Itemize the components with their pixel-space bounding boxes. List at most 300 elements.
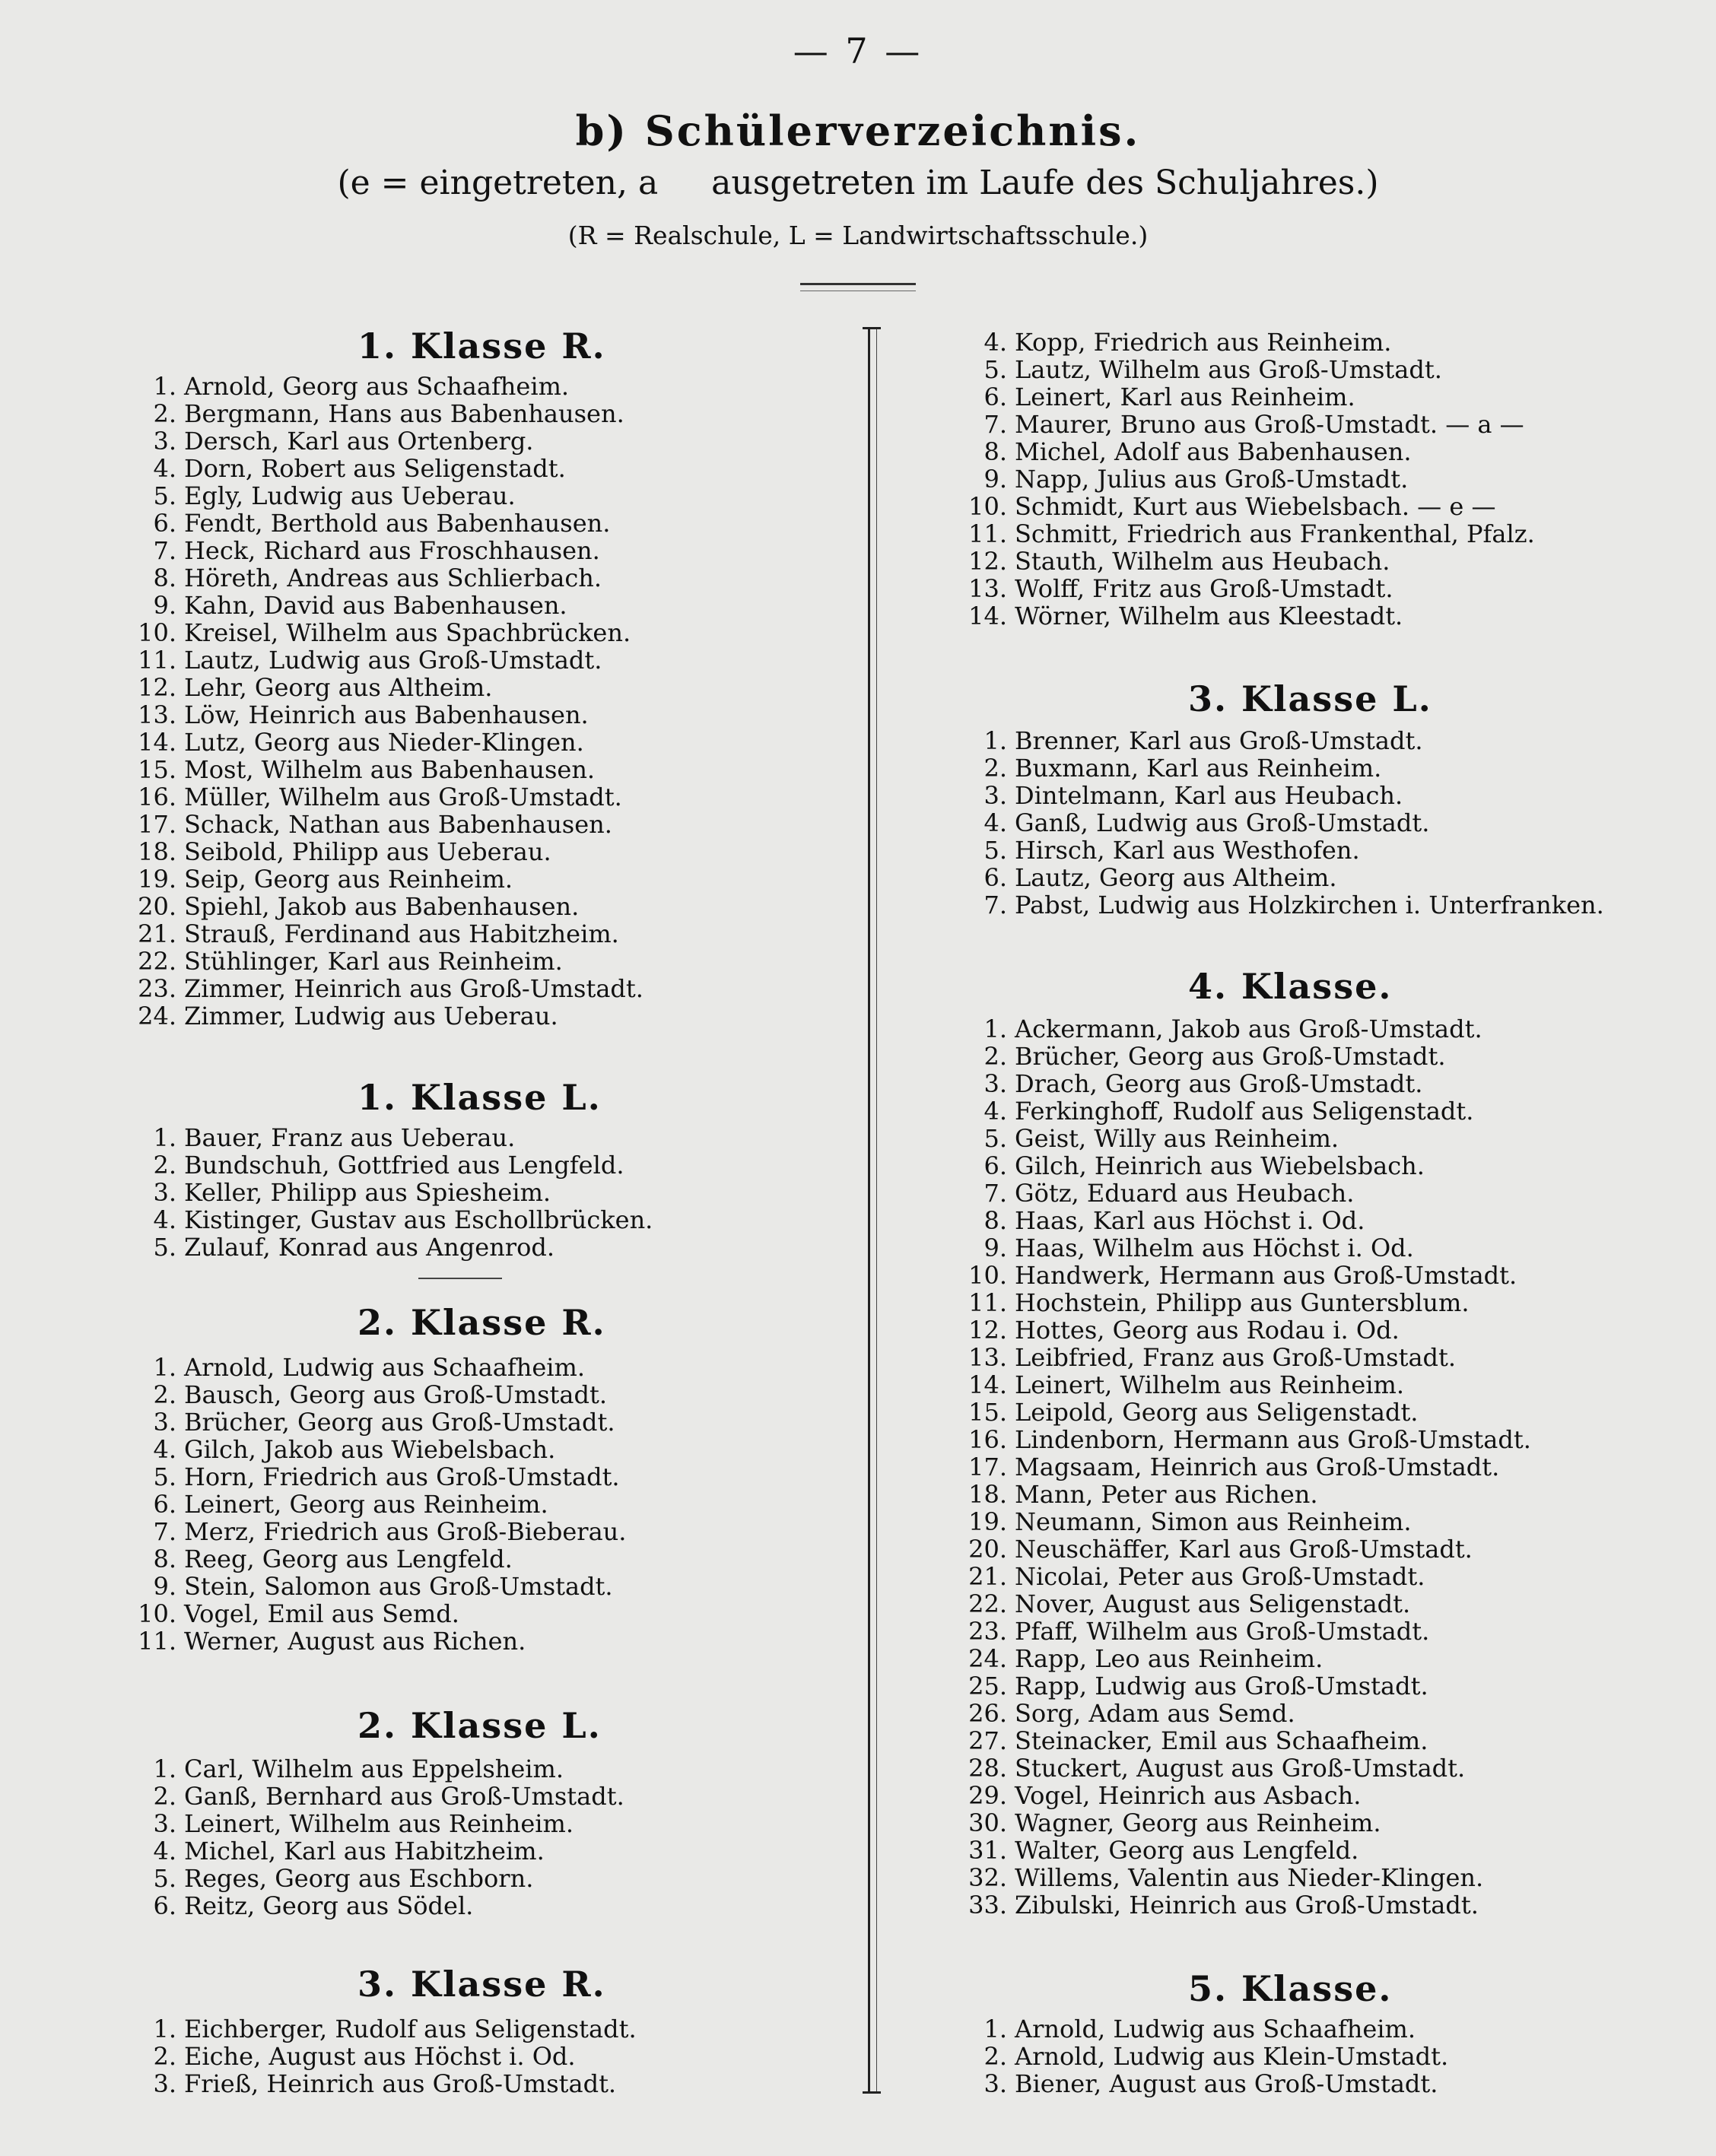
student-name: Wolff, Fritz aus Groß-Umstadt. bbox=[1015, 574, 1393, 603]
student-name: Carl, Wilhelm aus Eppelsheim. bbox=[184, 1754, 564, 1783]
student-name: Hottes, Georg aus Rodau i. Od. bbox=[1015, 1316, 1400, 1345]
student-number: 29. bbox=[968, 1781, 1007, 1810]
student-number: 4. bbox=[153, 1435, 176, 1464]
student-number: 10. bbox=[138, 618, 176, 647]
student-number: 3. bbox=[153, 1408, 176, 1437]
student-number: 15. bbox=[138, 755, 176, 784]
student-number: 3. bbox=[153, 427, 176, 456]
student-number: 4. bbox=[984, 808, 1007, 837]
student-entry bbox=[129, 1124, 653, 1151]
student-entry bbox=[129, 2015, 637, 2043]
student-name: Seibold, Philipp aus Ueberau. bbox=[184, 837, 551, 866]
student-name: Brücher, Georg aus Groß-Umstadt. bbox=[184, 1408, 615, 1437]
student-name: Bundschuh, Gottfried aus Lengfeld. bbox=[184, 1151, 624, 1180]
student-entry bbox=[960, 1207, 1531, 1234]
student-entry bbox=[129, 2043, 637, 2070]
student-number: 17. bbox=[138, 810, 176, 839]
student-name: Haas, Wilhelm aus Höchst i. Od. bbox=[1015, 1234, 1414, 1262]
student-name: Merz, Friedrich aus Groß-Bieberau. bbox=[184, 1517, 627, 1546]
student-name: Vogel, Heinrich aus Asbach. bbox=[1015, 1781, 1362, 1810]
student-number: 5. bbox=[153, 481, 176, 510]
student-entry bbox=[129, 1151, 653, 1179]
student-number: 2. bbox=[153, 399, 176, 428]
student-number: 10. bbox=[138, 1599, 176, 1628]
student-number: 6. bbox=[984, 863, 1007, 892]
student-name: Eichberger, Rudolf aus Seligenstadt. bbox=[184, 2015, 637, 2043]
student-entry bbox=[129, 1810, 624, 1837]
student-number: 14. bbox=[968, 1370, 1007, 1399]
column-divider-cap-bottom bbox=[863, 2085, 881, 2094]
student-number: 24. bbox=[968, 1644, 1007, 1673]
student-number: 6. bbox=[984, 1151, 1007, 1180]
student-name: Heck, Richard aus Froschhausen. bbox=[184, 536, 600, 565]
student-entry bbox=[129, 1837, 624, 1865]
student-name: Neumann, Simon aus Reinheim. bbox=[1015, 1507, 1412, 1536]
student-number: 24. bbox=[138, 1002, 176, 1030]
student-entry bbox=[960, 575, 1535, 602]
student-name: Zibulski, Heinrich aus Groß-Umstadt. bbox=[1015, 1891, 1479, 1919]
student-name: Magsaam, Heinrich aus Groß-Umstadt. bbox=[1015, 1453, 1500, 1481]
student-entry bbox=[960, 1344, 1531, 1371]
student-entry bbox=[960, 1262, 1531, 1289]
student-number: 19. bbox=[968, 1507, 1007, 1536]
student-list-2l bbox=[129, 1755, 624, 1919]
student-name: Horn, Friedrich aus Groß-Umstadt. bbox=[184, 1462, 620, 1491]
student-entry bbox=[960, 1590, 1531, 1618]
student-entry bbox=[960, 1672, 1531, 1700]
student-name: Stuckert, August aus Groß-Umstadt. bbox=[1015, 1754, 1466, 1783]
student-entry bbox=[960, 727, 1604, 754]
student-number: 6. bbox=[153, 509, 176, 538]
student-entry bbox=[129, 1573, 626, 1600]
student-name: Zimmer, Heinrich aus Groß-Umstadt. bbox=[184, 974, 644, 1003]
student-name: Arnold, Georg aus Schaafheim. bbox=[184, 372, 570, 401]
student-number: 2. bbox=[984, 754, 1007, 783]
student-name: Gilch, Jakob aus Wiebelsbach. bbox=[184, 1435, 556, 1464]
student-number: 1. bbox=[153, 2015, 176, 2043]
student-name: Nicolai, Peter aus Groß-Umstadt. bbox=[1015, 1562, 1425, 1591]
student-entry bbox=[960, 1727, 1531, 1754]
student-name: Seip, Georg aus Reinheim. bbox=[184, 865, 513, 894]
student-number: 4. bbox=[153, 1205, 176, 1234]
student-entry bbox=[129, 1179, 653, 1206]
student-number: 10. bbox=[968, 1261, 1007, 1290]
student-name: Haas, Karl aus Höchst i. Od. bbox=[1015, 1206, 1365, 1235]
student-number: 12. bbox=[968, 547, 1007, 576]
student-name: Hochstein, Philipp aus Guntersblum. bbox=[1015, 1288, 1470, 1317]
student-name: Neuschäffer, Karl aus Groß-Umstadt. bbox=[1015, 1535, 1473, 1564]
student-name: Leinert, Karl aus Reinheim. bbox=[1015, 383, 1355, 411]
student-entry bbox=[129, 811, 644, 838]
student-name: Müller, Wilhelm aus Groß-Umstadt. bbox=[184, 783, 622, 811]
student-number: 4. bbox=[984, 328, 1007, 357]
student-number: 32. bbox=[968, 1863, 1007, 1892]
student-name: Lautz, Georg aus Altheim. bbox=[1015, 863, 1337, 892]
student-number: 15. bbox=[968, 1398, 1007, 1427]
student-number: 12. bbox=[968, 1316, 1007, 1345]
student-number: 1. bbox=[984, 726, 1007, 755]
student-list-5 bbox=[960, 2015, 1448, 2097]
student-entry bbox=[960, 864, 1604, 891]
student-number: 1. bbox=[984, 2015, 1007, 2043]
student-name: Frieß, Heinrich aus Groß-Umstadt. bbox=[184, 2069, 617, 2098]
student-name: Maurer, Bruno aus Groß-Umstadt. — a — bbox=[1015, 410, 1524, 439]
student-name: Schmidt, Kurt aus Wiebelsbach. — e — bbox=[1015, 492, 1496, 521]
student-entry bbox=[960, 1015, 1531, 1043]
student-entry bbox=[960, 1125, 1531, 1152]
student-number: 9. bbox=[984, 1234, 1007, 1262]
student-entry bbox=[960, 1891, 1531, 1919]
student-entry bbox=[960, 548, 1535, 575]
student-entry bbox=[129, 1892, 624, 1919]
student-name: Lehr, Georg aus Altheim. bbox=[184, 673, 493, 702]
student-entry bbox=[960, 1070, 1531, 1097]
student-number: 11. bbox=[968, 519, 1007, 548]
student-number: 21. bbox=[968, 1562, 1007, 1591]
student-number: 2. bbox=[153, 1782, 176, 1811]
student-entry bbox=[129, 1783, 624, 1810]
student-name: Götz, Eduard aus Heubach. bbox=[1015, 1179, 1355, 1208]
student-number: 7. bbox=[984, 891, 1007, 919]
subtitle bbox=[0, 164, 1716, 202]
student-entry bbox=[960, 329, 1535, 356]
section-heading-4: 4. Klasse. bbox=[1188, 966, 1393, 1007]
student-number: 5. bbox=[153, 1864, 176, 1893]
student-entry bbox=[129, 482, 644, 510]
student-name: Dintelmann, Karl aus Heubach. bbox=[1015, 781, 1403, 810]
student-name: Arnold, Ludwig aus Klein-Umstadt. bbox=[1015, 2042, 1449, 2071]
student-list-1r bbox=[129, 373, 644, 1030]
student-entry bbox=[960, 1864, 1531, 1891]
student-entry bbox=[960, 1535, 1531, 1563]
student-number: 5. bbox=[153, 1462, 176, 1491]
student-entry bbox=[129, 1545, 626, 1573]
student-name: Brenner, Karl aus Groß-Umstadt. bbox=[1015, 726, 1423, 755]
student-entry bbox=[129, 756, 644, 783]
student-entry bbox=[129, 920, 644, 948]
student-name: Ackermann, Jakob aus Groß-Umstadt. bbox=[1015, 1014, 1482, 1043]
student-number: 5. bbox=[984, 836, 1007, 865]
student-entry bbox=[129, 1491, 626, 1518]
student-number: 17. bbox=[968, 1453, 1007, 1481]
student-entry bbox=[129, 592, 644, 619]
student-number: 5. bbox=[984, 355, 1007, 384]
student-entry bbox=[960, 1097, 1531, 1125]
student-entry bbox=[960, 438, 1535, 465]
student-number: 23. bbox=[968, 1617, 1007, 1646]
student-number: 8. bbox=[153, 564, 176, 592]
student-name: Handwerk, Hermann aus Groß-Umstadt. bbox=[1015, 1261, 1517, 1290]
column-divider bbox=[868, 327, 870, 2091]
student-number: 2. bbox=[153, 2042, 176, 2071]
student-name: Geist, Willy aus Reinheim. bbox=[1015, 1124, 1339, 1153]
student-number: 11. bbox=[138, 646, 176, 675]
student-name: Michel, Adolf aus Babenhausen. bbox=[1015, 437, 1412, 466]
student-entry bbox=[960, 891, 1604, 919]
student-entry bbox=[960, 493, 1535, 520]
student-entry bbox=[129, 427, 644, 455]
student-name: Schmitt, Friedrich aus Frankenthal, Pfalz. bbox=[1015, 519, 1535, 548]
student-number: 8. bbox=[153, 1545, 176, 1573]
student-name: Ganß, Ludwig aus Groß-Umstadt. bbox=[1015, 808, 1430, 837]
student-entry bbox=[129, 729, 644, 756]
student-list-1l bbox=[129, 1124, 653, 1261]
student-number: 31. bbox=[968, 1836, 1007, 1865]
student-name: Gilch, Heinrich aus Wiebelsbach. bbox=[1015, 1151, 1425, 1180]
student-number: 1. bbox=[153, 1123, 176, 1152]
student-name: Hirsch, Karl aus Westhofen. bbox=[1015, 836, 1360, 865]
student-number: 20. bbox=[968, 1535, 1007, 1564]
student-name: Werner, August aus Richen. bbox=[184, 1627, 526, 1656]
student-entry bbox=[960, 1453, 1531, 1481]
student-number: 6. bbox=[984, 383, 1007, 411]
student-name: Leinert, Wilhelm aus Reinheim. bbox=[184, 1809, 574, 1838]
student-number: 4. bbox=[153, 454, 176, 483]
student-name: Kreisel, Wilhelm aus Spachbrücken. bbox=[184, 618, 631, 647]
student-number: 26. bbox=[968, 1699, 1007, 1728]
student-name: Lindenborn, Hermann aus Groß-Umstadt. bbox=[1015, 1425, 1531, 1454]
section-heading-2r: 2. Klasse R. bbox=[358, 1302, 606, 1343]
student-entry bbox=[129, 400, 644, 427]
student-entry bbox=[129, 701, 644, 729]
student-name: Lautz, Ludwig aus Groß-Umstadt. bbox=[184, 646, 602, 675]
student-number: 1. bbox=[153, 1353, 176, 1382]
student-entry bbox=[129, 510, 644, 537]
student-entry bbox=[960, 1043, 1531, 1070]
student-number: 4. bbox=[153, 1837, 176, 1865]
student-number: 5. bbox=[984, 1124, 1007, 1153]
student-name: Stühlinger, Karl aus Reinheim. bbox=[184, 947, 563, 976]
student-entry bbox=[129, 1436, 626, 1463]
student-name: Leibfried, Franz aus Groß-Umstadt. bbox=[1015, 1343, 1457, 1372]
student-name: Leipold, Georg aus Seligenstadt. bbox=[1015, 1398, 1419, 1427]
student-number: 9. bbox=[153, 1572, 176, 1601]
abbreviation-note: (R = Realschule, L = Landwirtschaftsschule.) bbox=[567, 221, 1149, 250]
student-number: 8. bbox=[984, 1206, 1007, 1235]
student-number: 2. bbox=[984, 1042, 1007, 1071]
student-number: 16. bbox=[968, 1425, 1007, 1454]
student-number: 3. bbox=[153, 2069, 176, 2098]
student-name: Nover, August aus Seligenstadt. bbox=[1015, 1589, 1411, 1618]
student-entry bbox=[129, 619, 644, 646]
student-entry bbox=[129, 537, 644, 564]
student-name: Arnold, Ludwig aus Schaafheim. bbox=[184, 1353, 585, 1382]
student-name: Rapp, Ludwig aus Groß-Umstadt. bbox=[1015, 1672, 1428, 1700]
student-entry bbox=[960, 1316, 1531, 1344]
student-name: Kistinger, Gustav aus Eschollbrücken. bbox=[184, 1205, 653, 1234]
student-name: Sorg, Adam aus Semd. bbox=[1015, 1699, 1295, 1728]
student-name: Pabst, Ludwig aus Holzkirchen i. Unterfranken. bbox=[1015, 891, 1604, 919]
student-number: 2. bbox=[153, 1151, 176, 1180]
student-number: 8. bbox=[984, 437, 1007, 466]
student-entry bbox=[960, 1152, 1531, 1180]
student-number: 13. bbox=[138, 700, 176, 729]
student-number: 6. bbox=[153, 1891, 176, 1920]
student-name: Wörner, Wilhelm aus Kleestadt. bbox=[1015, 602, 1403, 630]
section-heading-1l: 1. Klasse L. bbox=[358, 1077, 602, 1118]
student-entry bbox=[960, 1180, 1531, 1207]
student-name: Drach, Georg aus Groß-Umstadt. bbox=[1015, 1069, 1423, 1098]
student-number: 7. bbox=[984, 1179, 1007, 1208]
student-number: 18. bbox=[968, 1480, 1007, 1509]
student-number: 16. bbox=[138, 783, 176, 811]
student-entry bbox=[960, 1563, 1531, 1590]
student-entry bbox=[129, 455, 644, 482]
student-number: 13. bbox=[968, 574, 1007, 603]
student-number: 33. bbox=[968, 1891, 1007, 1919]
student-name: Bauer, Franz aus Ueberau. bbox=[184, 1123, 516, 1152]
student-entry bbox=[129, 893, 644, 920]
student-name: Arnold, Ludwig aus Schaafheim. bbox=[1015, 2015, 1416, 2043]
student-number: 3. bbox=[153, 1178, 176, 1207]
document-title: b) Schülerverzeichnis. bbox=[575, 106, 1141, 155]
student-number: 9. bbox=[153, 591, 176, 620]
student-name: Pfaff, Wilhelm aus Groß-Umstadt. bbox=[1015, 1617, 1430, 1646]
student-list-2r bbox=[129, 1354, 626, 1655]
student-entry bbox=[960, 754, 1604, 782]
student-name: Dersch, Karl aus Ortenberg. bbox=[184, 427, 534, 456]
student-number: 7. bbox=[153, 536, 176, 565]
column-divider-thin bbox=[876, 327, 877, 2091]
student-entry bbox=[960, 1618, 1531, 1645]
student-name: Schack, Nathan aus Babenhausen. bbox=[184, 810, 612, 839]
student-entry bbox=[129, 838, 644, 865]
student-number: 1. bbox=[153, 372, 176, 401]
student-entry bbox=[960, 383, 1535, 411]
student-number: 11. bbox=[138, 1627, 176, 1656]
student-entry bbox=[129, 1755, 624, 1783]
student-number: 2. bbox=[153, 1380, 176, 1409]
student-name: Reges, Georg aus Eschborn. bbox=[184, 1864, 534, 1893]
student-entry bbox=[960, 1289, 1531, 1316]
student-name: Eiche, August aus Höchst i. Od. bbox=[184, 2042, 576, 2071]
student-name: Vogel, Emil aus Semd. bbox=[184, 1599, 459, 1628]
student-number: 22. bbox=[968, 1589, 1007, 1618]
student-entry bbox=[129, 1600, 626, 1627]
student-entry bbox=[129, 1518, 626, 1545]
student-entry bbox=[129, 373, 644, 400]
student-name: Keller, Philipp aus Spiesheim. bbox=[184, 1178, 551, 1207]
student-number: 1. bbox=[153, 1754, 176, 1783]
student-name: Napp, Julius aus Groß-Umstadt. bbox=[1015, 465, 1409, 494]
student-number: 3. bbox=[984, 781, 1007, 810]
student-number: 4. bbox=[984, 1097, 1007, 1126]
student-name: Steinacker, Emil aus Schaafheim. bbox=[1015, 1726, 1428, 1755]
student-name: Egly, Ludwig aus Ueberau. bbox=[184, 481, 516, 510]
student-entry bbox=[129, 674, 644, 701]
student-entry bbox=[960, 1481, 1531, 1508]
student-entry bbox=[960, 1399, 1531, 1426]
student-number: 1. bbox=[984, 1014, 1007, 1043]
student-entry bbox=[129, 1354, 626, 1381]
student-entry bbox=[129, 948, 644, 975]
student-entry bbox=[960, 2070, 1448, 2097]
student-name: Ganß, Bernhard aus Groß-Umstadt. bbox=[184, 1782, 624, 1811]
student-entry bbox=[960, 2043, 1448, 2070]
student-entry bbox=[129, 1002, 644, 1030]
student-name: Leinert, Georg aus Reinheim. bbox=[184, 1490, 548, 1519]
student-number: 14. bbox=[968, 602, 1007, 630]
student-entry bbox=[960, 2015, 1448, 2043]
student-number: 30. bbox=[968, 1808, 1007, 1837]
student-number: 21. bbox=[138, 919, 176, 948]
column-divider-cap-top bbox=[863, 327, 881, 335]
student-name: Lutz, Georg aus Nieder-Klingen. bbox=[184, 728, 584, 757]
section-heading-2l: 2. Klasse L. bbox=[358, 1705, 602, 1746]
student-entry bbox=[129, 2070, 637, 2097]
student-name: Lautz, Wilhelm aus Groß-Umstadt. bbox=[1015, 355, 1442, 384]
student-number: 3. bbox=[984, 2069, 1007, 2098]
student-name: Kopp, Friedrich aus Reinheim. bbox=[1015, 328, 1392, 357]
student-number: 19. bbox=[138, 865, 176, 894]
student-number: 3. bbox=[984, 1069, 1007, 1098]
student-name: Kahn, David aus Babenhausen. bbox=[184, 591, 567, 620]
student-entry bbox=[960, 356, 1535, 383]
student-name: Most, Wilhelm aus Babenhausen. bbox=[184, 755, 596, 784]
student-entry bbox=[129, 1627, 626, 1655]
student-entry bbox=[960, 1371, 1531, 1399]
student-number: 18. bbox=[138, 837, 176, 866]
student-name: Reeg, Georg aus Lengfeld. bbox=[184, 1545, 513, 1573]
student-number: 27. bbox=[968, 1726, 1007, 1755]
student-list-3r bbox=[129, 2015, 637, 2097]
student-entry bbox=[960, 465, 1535, 493]
student-entry bbox=[129, 1865, 624, 1892]
student-name: Bausch, Georg aus Groß-Umstadt. bbox=[184, 1380, 607, 1409]
student-number: 3. bbox=[153, 1809, 176, 1838]
student-name: Strauß, Ferdinand aus Habitzheim. bbox=[184, 919, 619, 948]
section-heading-3r: 3. Klasse R. bbox=[358, 1964, 606, 2005]
student-name: Höreth, Andreas aus Schlierbach. bbox=[184, 564, 602, 592]
student-name: Zulauf, Konrad aus Angenrod. bbox=[184, 1233, 555, 1262]
student-number: 7. bbox=[153, 1517, 176, 1546]
student-number: 7. bbox=[984, 410, 1007, 439]
title-rule bbox=[800, 283, 916, 285]
student-entry bbox=[960, 782, 1604, 809]
student-name: Michel, Karl aus Habitzheim. bbox=[184, 1837, 545, 1865]
student-entry bbox=[129, 1381, 626, 1408]
student-entry bbox=[129, 1408, 626, 1436]
student-entry bbox=[960, 1754, 1531, 1782]
student-entry bbox=[129, 564, 644, 592]
student-number: 13. bbox=[968, 1343, 1007, 1372]
subtitle-left: (e = eingetreten, a bbox=[337, 164, 659, 202]
student-number: 25. bbox=[968, 1672, 1007, 1700]
student-number: 14. bbox=[138, 728, 176, 757]
student-name: Stauth, Wilhelm aus Heubach. bbox=[1015, 547, 1390, 576]
student-number: 5. bbox=[153, 1233, 176, 1262]
student-entry bbox=[960, 520, 1535, 548]
student-list-3r-continued bbox=[960, 329, 1535, 630]
student-number: 6. bbox=[153, 1490, 176, 1519]
student-name: Stein, Salomon aus Groß-Umstadt. bbox=[184, 1572, 613, 1601]
student-name: Brücher, Georg aus Groß-Umstadt. bbox=[1015, 1042, 1446, 1071]
section-heading-5: 5. Klasse. bbox=[1188, 1968, 1393, 2009]
student-name: Spiehl, Jakob aus Babenhausen. bbox=[184, 892, 580, 921]
student-entry bbox=[960, 1782, 1531, 1809]
student-number: 11. bbox=[968, 1288, 1007, 1317]
subtitle-right: ausgetreten im Laufe des Schuljahres.) bbox=[711, 164, 1379, 202]
student-list-4 bbox=[960, 1015, 1531, 1919]
student-entry bbox=[960, 1426, 1531, 1453]
student-entry bbox=[129, 975, 644, 1002]
student-entry bbox=[960, 602, 1535, 630]
student-name: Rapp, Leo aus Reinheim. bbox=[1015, 1644, 1324, 1673]
student-entry bbox=[960, 1234, 1531, 1262]
student-name: Ferkinghoff, Rudolf aus Seligenstadt. bbox=[1015, 1097, 1474, 1126]
student-number: 20. bbox=[138, 892, 176, 921]
section-separator bbox=[418, 1278, 502, 1279]
